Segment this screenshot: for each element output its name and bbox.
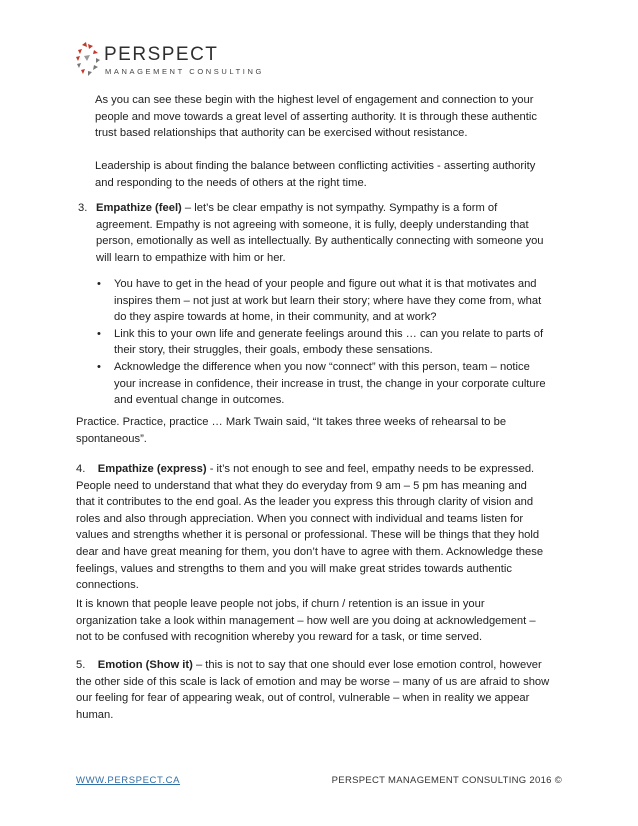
logo-subtitle: MANAGEMENT CONSULTING: [105, 67, 264, 76]
item-body: – let’s be clear empathy is not sympathy. Sympathy is a form of agreement. Empathy is not agreeing with someone, it is fully, deeply understanding that person, emotionally as well as intellectually. By authentically connecting with someone you will learn to empathize with him or her.: [96, 202, 544, 264]
footer-copyright: PERSPECT MANAGEMENT CONSULTING 2016 ©: [331, 775, 562, 786]
bullet-icon: •: [97, 327, 101, 340]
list-item-text: Link this to your own life and generate feelings around this … can you relate to parts of their story, their struggles, their goals, embody these sensations.: [114, 327, 544, 357]
item-number: 3.: [78, 202, 88, 214]
intro-paragraph-2: Leadership is about finding the balance between conflicting activities - asserting authority and responding to the needs of others at the right time.: [95, 160, 536, 189]
numbered-item-4: [76, 461, 548, 594]
item-title: Empathize (express): [97, 463, 207, 475]
practice-paragraph: Practice. Practice, practice … Mark Twain said, “It takes three weeks of rehearsal to be spontaneous”.: [76, 416, 507, 445]
bullet-icon: •: [97, 278, 101, 290]
list-item: [90, 276, 548, 326]
item-title: Emotion (Show it): [97, 659, 193, 671]
numbered-item-5: [76, 657, 554, 723]
item-body: - it’s not enough to see and feel, empathy needs to be expressed. People need to understand that what they do everyday from 9 am – 5 pm has meaning and that it contributes to the end goal. As the leader you express this through clarity of vision and roles and also through appreciation. When you connect with individual and teams listen for values and strengths whether it is personal or professional. These will be things that they hold dear and have great meaning for them, you don’t have to agree with them. Acknowledge these feelings, values and strengths to them and you will make great strides towards authentic connections.: [76, 463, 544, 592]
item-title: Empathize (feel): [96, 202, 182, 214]
bullet-icon: •: [97, 360, 101, 373]
list-item-text: Acknowledge the difference when you now “connect” with this person, team – notice your increase in confidence, their increase in trust, the change in your corporate culture and eventual change in outcomes.: [114, 360, 546, 407]
logo-name: PERSPECT: [104, 44, 219, 65]
item-number: 4.: [76, 463, 86, 475]
churn-paragraph: It is known that people leave people not jobs, if churn / retention is an issue in your organization take a look within management – how well are you doing at acknowledgement – not to be confused with recognition whereby you reward for a task, or time served.: [76, 598, 536, 644]
item-body: – this is not to say that one should ever lose emotion control, however the other side of this scale is lack of emotion and may be worse – many of us are afraid to show our feeling for fear of appearing weak, out of control, vulnerable – when in reality we appear human.: [76, 659, 550, 721]
bullet-list: [90, 276, 548, 409]
website-link[interactable]: WWW.PERSPECT.CA: [76, 775, 181, 786]
perspect-logo: [76, 42, 264, 78]
list-item-text: You have to get in the head of your people and figure out what it is that motivates and inspires them – not just at work but learn their story; where have they come from, what do they aspire towards at home, in their community, and at work?: [114, 278, 542, 324]
intro-paragraph-1: As you can see these begin with the highest level of engagement and connection to your people and move towards a great level of asserting authority. It is through these authentic trust based relationships that authority can be exercised without resistance.: [95, 94, 537, 140]
item-number: 5.: [76, 659, 86, 671]
logo-mark-icon: [76, 42, 100, 78]
intro-block: [95, 92, 547, 192]
numbered-item-3: [78, 200, 548, 266]
list-item: [90, 359, 548, 409]
list-item: [90, 326, 548, 359]
